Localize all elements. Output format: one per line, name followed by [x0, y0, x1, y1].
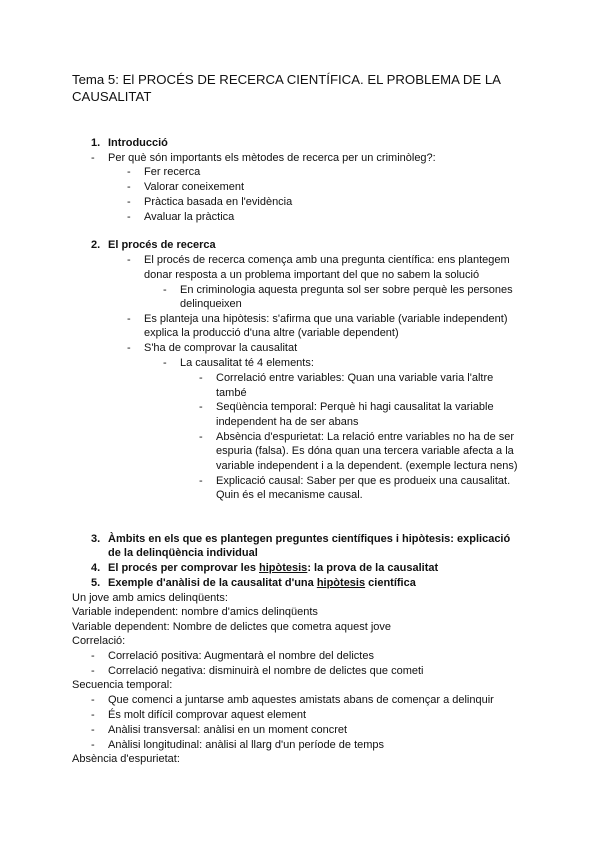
example-line: Secuencia temporal:	[72, 679, 173, 691]
bullet-dash: -	[199, 372, 203, 384]
section-3-heading: Àmbits en els que es plantegen preguntes científiques i hipòtesis: explicació	[108, 533, 511, 545]
example-line: Absència d'espurietat:	[72, 753, 180, 765]
section-1-heading: Introducció	[108, 137, 168, 149]
paragraph-line: independent ha de ser abans	[216, 416, 359, 428]
example-line: Variable independent: nombre d'amics delinqüents	[72, 606, 318, 618]
section-3-number: 3.	[91, 533, 101, 545]
bullet-dash: -	[127, 196, 131, 208]
heading-text: Exemple d'anàlisi de la causalitat d'una	[108, 577, 317, 589]
section-5-heading	[108, 576, 416, 590]
bullet-dash: -	[91, 665, 95, 677]
list-item: Anàlisi longitudinal: anàlisi al llarg d'un període de temps	[108, 739, 385, 751]
bullet-dash: -	[91, 650, 95, 662]
bullet-dash: -	[199, 475, 203, 487]
bullet-dash: -	[91, 724, 95, 736]
document-title: Tema 5: El PROCÉS DE RECERCA CIENTÍFICA. EL PROBLEMA DE LA CAUSALITAT	[72, 72, 501, 104]
paragraph-line: Seqüència temporal: Perquè hi hagi causalitat la variable	[216, 401, 494, 413]
list-item: Avaluar la pràctica	[144, 211, 235, 223]
list-item: Valorar coneixement	[144, 181, 245, 193]
bullet-dash: -	[127, 254, 131, 266]
section-1-question: Per què són importants els mètodes de recerca per un criminòleg?:	[108, 152, 436, 164]
paragraph-line: espuria (falsa). Es dóna quan una tercera variable afecta a la	[216, 445, 514, 457]
list-item: Pràctica basada en l'evidència	[144, 196, 293, 208]
list-item: Anàlisi transversal: anàlisi en un moment concret	[108, 724, 348, 736]
bullet-dash: -	[199, 431, 203, 443]
example-line: Correlació:	[72, 635, 126, 647]
section-5-number: 5.	[91, 577, 101, 589]
section-2-heading: El procés de recerca	[108, 239, 216, 251]
list-item: Fer recerca	[144, 166, 201, 178]
bullet-dash: -	[91, 152, 95, 164]
list-item: Que comenci a juntarse amb aquestes amistats abans de començar a delinquir	[108, 694, 494, 706]
paragraph-line: variable independent i a la dependent. (exemple lectura nens)	[216, 460, 518, 472]
bullet-dash: -	[163, 284, 167, 296]
paragraph-line: també	[216, 387, 247, 399]
paragraph-line: S'ha de comprovar la causalitat	[144, 342, 298, 354]
paragraph-line: Absència d'espurietat: La relació entre variables no ha de ser	[216, 431, 515, 443]
list-item: És molt difícil comprovar aquest element	[108, 709, 307, 721]
paragraph-line: donar resposta a un problema important del que no sabem la solució	[144, 269, 480, 281]
bullet-dash: -	[91, 709, 95, 721]
section-1-number: 1.	[91, 137, 101, 149]
section-4-number: 4.	[91, 562, 101, 574]
paragraph-line: La causalitat té 4 elements:	[180, 357, 314, 369]
bullet-dash: -	[127, 166, 131, 178]
paragraph-line: Correlació entre variables: Quan una variable varia l'altre	[216, 372, 494, 384]
example-line: Un jove amb amics delinqüents:	[72, 592, 228, 604]
bullet-dash: -	[127, 313, 131, 325]
heading-underlined-word: hipòtesis	[316, 577, 366, 589]
paragraph-line: Quin és el mecanisme causal.	[216, 489, 363, 501]
bullet-dash: -	[127, 181, 131, 193]
paragraph-line: El procés de recerca comença amb una pregunta científica: ens plantegem	[144, 254, 510, 266]
list-item: Correlació negativa: disminuirà el nombre de delictes que cometi	[108, 665, 424, 677]
section-4-heading	[108, 561, 438, 575]
bullet-dash: -	[199, 401, 203, 413]
list-item: Correlació positiva: Augmentarà el nombre del delictes	[108, 650, 374, 662]
paragraph-line: delinqueixen	[180, 298, 242, 310]
paragraph-line: Es planteja una hipòtesis: s'afirma que una variable (variable independent)	[144, 313, 508, 325]
paragraph-line: explica la producció d'una altre (variable dependent)	[144, 327, 399, 339]
bullet-dash: -	[91, 739, 95, 751]
bullet-dash: -	[91, 694, 95, 706]
heading-underlined-word: hipòtesis	[259, 562, 308, 574]
paragraph-line: Explicació causal: Saber per que es produeix una causalitat.	[216, 475, 511, 487]
paragraph-line: En criminologia aquesta pregunta sol ser sobre perquè les persones	[180, 284, 513, 296]
heading-text: : la prova de la causalitat	[307, 562, 439, 574]
heading-text: El procés per comprovar les	[108, 562, 260, 574]
bullet-dash: -	[127, 342, 131, 354]
bullet-dash: -	[163, 357, 167, 369]
section-3-heading-cont: de la delinqüència individual	[108, 547, 258, 559]
bullet-dash: -	[127, 211, 131, 223]
example-line: Variable dependent: Nombre de delictes que cometra aquest jove	[72, 621, 391, 633]
section-2-number: 2.	[91, 239, 101, 251]
heading-text: científica	[365, 577, 416, 589]
